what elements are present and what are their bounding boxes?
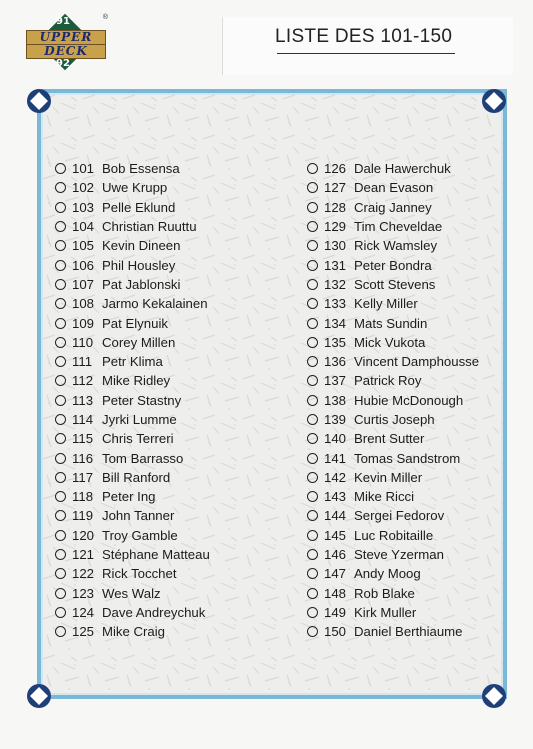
checklist-row (307, 313, 479, 332)
player-name: Dean Evason (354, 180, 434, 196)
card-number: 136 (324, 354, 347, 370)
checkbox-circle-icon[interactable] (55, 491, 66, 502)
checklist-row (307, 545, 479, 564)
corner-ornament-icon (481, 683, 507, 709)
checklist-row (55, 198, 210, 217)
card-number: 141 (324, 450, 347, 466)
card-number: 105 (72, 238, 95, 254)
checklist-row (55, 622, 210, 641)
checkbox-circle-icon[interactable] (307, 568, 318, 579)
player-name: Rick Wamsley (354, 238, 438, 254)
checklist-column-left (55, 159, 210, 641)
title-panel (222, 17, 513, 75)
player-name: Pat Jablonski (102, 276, 181, 292)
card-number: 111 (72, 354, 93, 370)
checkbox-circle-icon[interactable] (55, 530, 66, 541)
checklist-row (55, 371, 210, 390)
player-name: Mike Ricci (354, 489, 415, 505)
checkbox-circle-icon[interactable] (55, 395, 66, 406)
checkbox-circle-icon[interactable] (307, 182, 318, 193)
corner-ornament-icon (26, 683, 52, 709)
player-name: Petr Klima (102, 354, 163, 370)
registered-mark: ® (102, 14, 108, 21)
card-number: 104 (72, 219, 95, 235)
page-title: LISTE DES 101-150 (275, 26, 453, 47)
checkbox-circle-icon[interactable] (307, 433, 318, 444)
card-number: 125 (72, 624, 95, 640)
player-name: Scott Stevens (354, 276, 436, 292)
checklist-row (307, 391, 479, 410)
player-name: Dave Andreychuk (102, 604, 206, 620)
player-name: Sergei Fedorov (354, 508, 445, 524)
player-name: Peter Stastny (102, 392, 182, 408)
player-name: Brent Sutter (354, 431, 425, 447)
card-number: 122 (72, 566, 95, 582)
card-number: 131 (324, 257, 347, 273)
card-number: 113 (72, 392, 94, 408)
player-name: Jarmo Kekalainen (102, 296, 208, 312)
player-name: Kelly Miller (354, 296, 418, 312)
checkbox-circle-icon[interactable] (307, 453, 318, 464)
logo-year-bottom: 92 (56, 58, 70, 69)
checkbox-circle-icon[interactable] (307, 337, 318, 348)
card-number: 149 (324, 604, 347, 620)
player-name: Tim Cheveldae (354, 219, 443, 235)
card-number: 103 (72, 199, 95, 215)
checkbox-circle-icon[interactable] (307, 356, 318, 367)
checklist-row (307, 487, 479, 506)
checklist-row (307, 448, 479, 467)
card-number: 101 (72, 161, 95, 177)
player-name: Kevin Miller (354, 469, 423, 485)
card-number: 115 (72, 431, 94, 447)
card-number: 127 (324, 180, 347, 196)
checkbox-circle-icon[interactable] (55, 221, 66, 232)
card-number: 110 (72, 334, 94, 350)
checkbox-circle-icon[interactable] (55, 626, 66, 637)
checkbox-circle-icon[interactable] (307, 530, 318, 541)
card-number: 133 (324, 296, 347, 312)
player-name: Vincent Damphousse (354, 354, 480, 370)
checklist-row (55, 448, 210, 467)
player-name: Pat Elynuik (102, 315, 168, 331)
checklist-row (55, 487, 210, 506)
card-number: 129 (324, 219, 347, 235)
card-number: 117 (72, 469, 94, 485)
player-name: Pelle Eklund (102, 199, 176, 215)
player-name: Steve Yzerman (354, 547, 444, 563)
checklist-row (55, 564, 210, 583)
checklist-row (307, 178, 479, 197)
checkbox-circle-icon[interactable] (307, 202, 318, 213)
player-name: Tom Barrasso (102, 450, 184, 466)
checklist-row (55, 468, 210, 487)
card-number: 137 (324, 373, 347, 389)
checkbox-circle-icon[interactable] (307, 163, 318, 174)
player-name: Rick Tocchet (102, 566, 177, 582)
player-name: Daniel Berthiaume (354, 624, 463, 640)
checkbox-circle-icon[interactable] (55, 279, 66, 290)
card-number: 108 (72, 296, 95, 312)
player-name: Troy Gamble (102, 527, 178, 543)
card-number: 143 (324, 489, 347, 505)
checklist-row (307, 603, 479, 622)
player-name: Kirk Muller (354, 604, 417, 620)
corner-ornament-icon (481, 88, 507, 114)
checklist-row (307, 255, 479, 274)
checkbox-circle-icon[interactable] (307, 510, 318, 521)
checkbox-circle-icon[interactable] (307, 414, 318, 425)
checkbox-circle-icon[interactable] (307, 395, 318, 406)
checkbox-circle-icon[interactable] (307, 298, 318, 309)
checklist-row (55, 217, 210, 236)
checklist-row (307, 584, 479, 603)
checkbox-circle-icon[interactable] (307, 588, 318, 599)
player-name: Mike Craig (102, 624, 166, 640)
card-number: 109 (72, 315, 95, 331)
checklist-row (55, 294, 210, 313)
checklist-row (307, 217, 479, 236)
checkbox-circle-icon[interactable] (55, 260, 66, 271)
card-number: 147 (324, 566, 347, 582)
player-name: Craig Janney (354, 199, 432, 215)
player-name: Peter Ing (102, 489, 156, 505)
checkbox-circle-icon[interactable] (55, 318, 66, 329)
card-number: 139 (324, 412, 347, 427)
checkbox-circle-icon[interactable] (307, 472, 318, 483)
card-number: 121 (72, 547, 95, 563)
player-name: Rob Blake (354, 585, 415, 601)
card-number: 132 (324, 276, 347, 292)
checklist-row (55, 275, 210, 294)
checkbox-circle-icon[interactable] (307, 491, 318, 502)
checklist-row (55, 159, 210, 178)
checklist-row (307, 429, 479, 448)
card-number: 130 (324, 238, 347, 254)
checklist-row (307, 564, 479, 583)
checkbox-circle-icon[interactable] (55, 607, 66, 618)
checklist-row (307, 236, 479, 255)
card-number: 119 (72, 508, 94, 524)
player-name: Christian Ruuttu (102, 219, 197, 235)
checklist-frame (37, 89, 507, 699)
checkbox-circle-icon[interactable] (55, 240, 66, 251)
checkbox-circle-icon[interactable] (55, 298, 66, 309)
checklist-row (307, 294, 479, 313)
card-number: 120 (72, 527, 95, 543)
player-name: Andy Moog (354, 566, 421, 582)
checklist-column-right (307, 159, 479, 641)
checkbox-circle-icon[interactable] (55, 453, 66, 464)
player-name: Tomas Sandstrom (354, 450, 461, 466)
corner-ornament-icon (26, 88, 52, 114)
player-name: Kevin Dineen (102, 238, 181, 254)
checkbox-circle-icon[interactable] (55, 356, 66, 367)
player-name: Jyrki Lumme (102, 412, 177, 427)
checklist-row (55, 410, 210, 429)
player-name: Mike Ridley (102, 373, 171, 389)
checklist-row (55, 313, 210, 332)
card-number: 107 (72, 276, 95, 292)
checkbox-circle-icon[interactable] (307, 318, 318, 329)
player-name: Dale Hawerchuk (354, 161, 451, 177)
checklist-row (307, 506, 479, 525)
checklist-row (307, 275, 479, 294)
player-name: Uwe Krupp (102, 180, 168, 196)
checkbox-circle-icon[interactable] (55, 433, 66, 444)
player-name: Patrick Roy (354, 373, 422, 389)
checklist-row (307, 371, 479, 390)
upper-deck-logo (22, 14, 108, 70)
card-number: 134 (324, 315, 347, 331)
card-number: 150 (324, 624, 347, 640)
card-number: 148 (324, 585, 347, 601)
player-name: Hubie McDonough (354, 392, 464, 408)
card-number: 102 (72, 180, 95, 196)
checklist-row (55, 352, 210, 371)
card-number: 118 (72, 489, 94, 505)
checklist-row (55, 255, 210, 274)
card-number: 106 (72, 257, 95, 273)
checkbox-circle-icon[interactable] (55, 472, 66, 483)
player-name: Chris Terreri (102, 431, 174, 447)
checkbox-circle-icon[interactable] (55, 163, 66, 174)
card-number: 116 (72, 450, 94, 466)
player-name: John Tanner (102, 508, 175, 524)
checklist-row (55, 429, 210, 448)
checklist-row (55, 391, 210, 410)
checklist-row (307, 410, 479, 429)
checklist-row (55, 584, 210, 603)
card-number: 114 (72, 412, 94, 427)
card-number: 146 (324, 547, 347, 563)
player-name: Bob Essensa (102, 161, 180, 177)
checkbox-circle-icon[interactable] (307, 240, 318, 251)
checkbox-circle-icon[interactable] (307, 279, 318, 290)
checklist-row (307, 526, 479, 545)
checkbox-circle-icon[interactable] (307, 549, 318, 560)
card-number: 135 (324, 334, 347, 350)
player-name: Bill Ranford (102, 469, 171, 485)
checklist-row (307, 333, 479, 352)
player-name: Wes Walz (102, 585, 161, 601)
checkbox-circle-icon[interactable] (307, 221, 318, 232)
player-name: Corey Millen (102, 334, 176, 350)
logo-year-top: 91 (56, 16, 70, 27)
card-number: 144 (324, 508, 347, 524)
checkbox-circle-icon[interactable] (55, 568, 66, 579)
checkbox-circle-icon[interactable] (55, 375, 66, 386)
checklist-row (307, 159, 479, 178)
card-number: 123 (72, 585, 95, 601)
checkbox-circle-icon[interactable] (55, 588, 66, 599)
checkbox-circle-icon[interactable] (55, 182, 66, 193)
checkbox-circle-icon[interactable] (307, 375, 318, 386)
checklist-row (55, 333, 210, 352)
checklist-row (55, 545, 210, 564)
checklist-row (55, 526, 210, 545)
checklist-row (307, 352, 479, 371)
card-number: 124 (72, 604, 95, 620)
card-number: 145 (324, 527, 347, 543)
checklist-row (307, 198, 479, 217)
card-number: 142 (324, 469, 347, 485)
card-number: 138 (324, 392, 347, 408)
logo-brand-text: UPPER (26, 30, 106, 45)
player-name: Peter Bondra (354, 257, 432, 273)
checkbox-circle-icon[interactable] (55, 337, 66, 348)
card-number: 128 (324, 199, 347, 215)
player-name: Curtis Joseph (354, 412, 435, 427)
card-number: 112 (72, 373, 94, 389)
checkbox-circle-icon[interactable] (307, 260, 318, 271)
checklist-row (307, 622, 479, 641)
checklist-row (307, 468, 479, 487)
checkbox-circle-icon[interactable] (55, 549, 66, 560)
checklist-row (55, 178, 210, 197)
checkbox-circle-icon[interactable] (307, 607, 318, 618)
checkbox-circle-icon[interactable] (55, 510, 66, 521)
card-number: 140 (324, 431, 347, 447)
checkbox-circle-icon[interactable] (55, 414, 66, 425)
logo-brand-text-2: DECK (26, 44, 106, 59)
card-number: 126 (324, 161, 347, 177)
player-name: Luc Robitaille (354, 527, 434, 543)
player-name: Mats Sundin (354, 315, 428, 331)
player-name: Mick Vukota (354, 334, 426, 350)
player-name: Phil Housley (102, 257, 176, 273)
checklist-row (55, 506, 210, 525)
player-name: Stéphane Matteau (102, 547, 210, 563)
checkbox-circle-icon[interactable] (307, 626, 318, 637)
checklist-row (55, 236, 210, 255)
title-underline (277, 53, 455, 54)
checkbox-circle-icon[interactable] (55, 202, 66, 213)
checklist-row (55, 603, 210, 622)
